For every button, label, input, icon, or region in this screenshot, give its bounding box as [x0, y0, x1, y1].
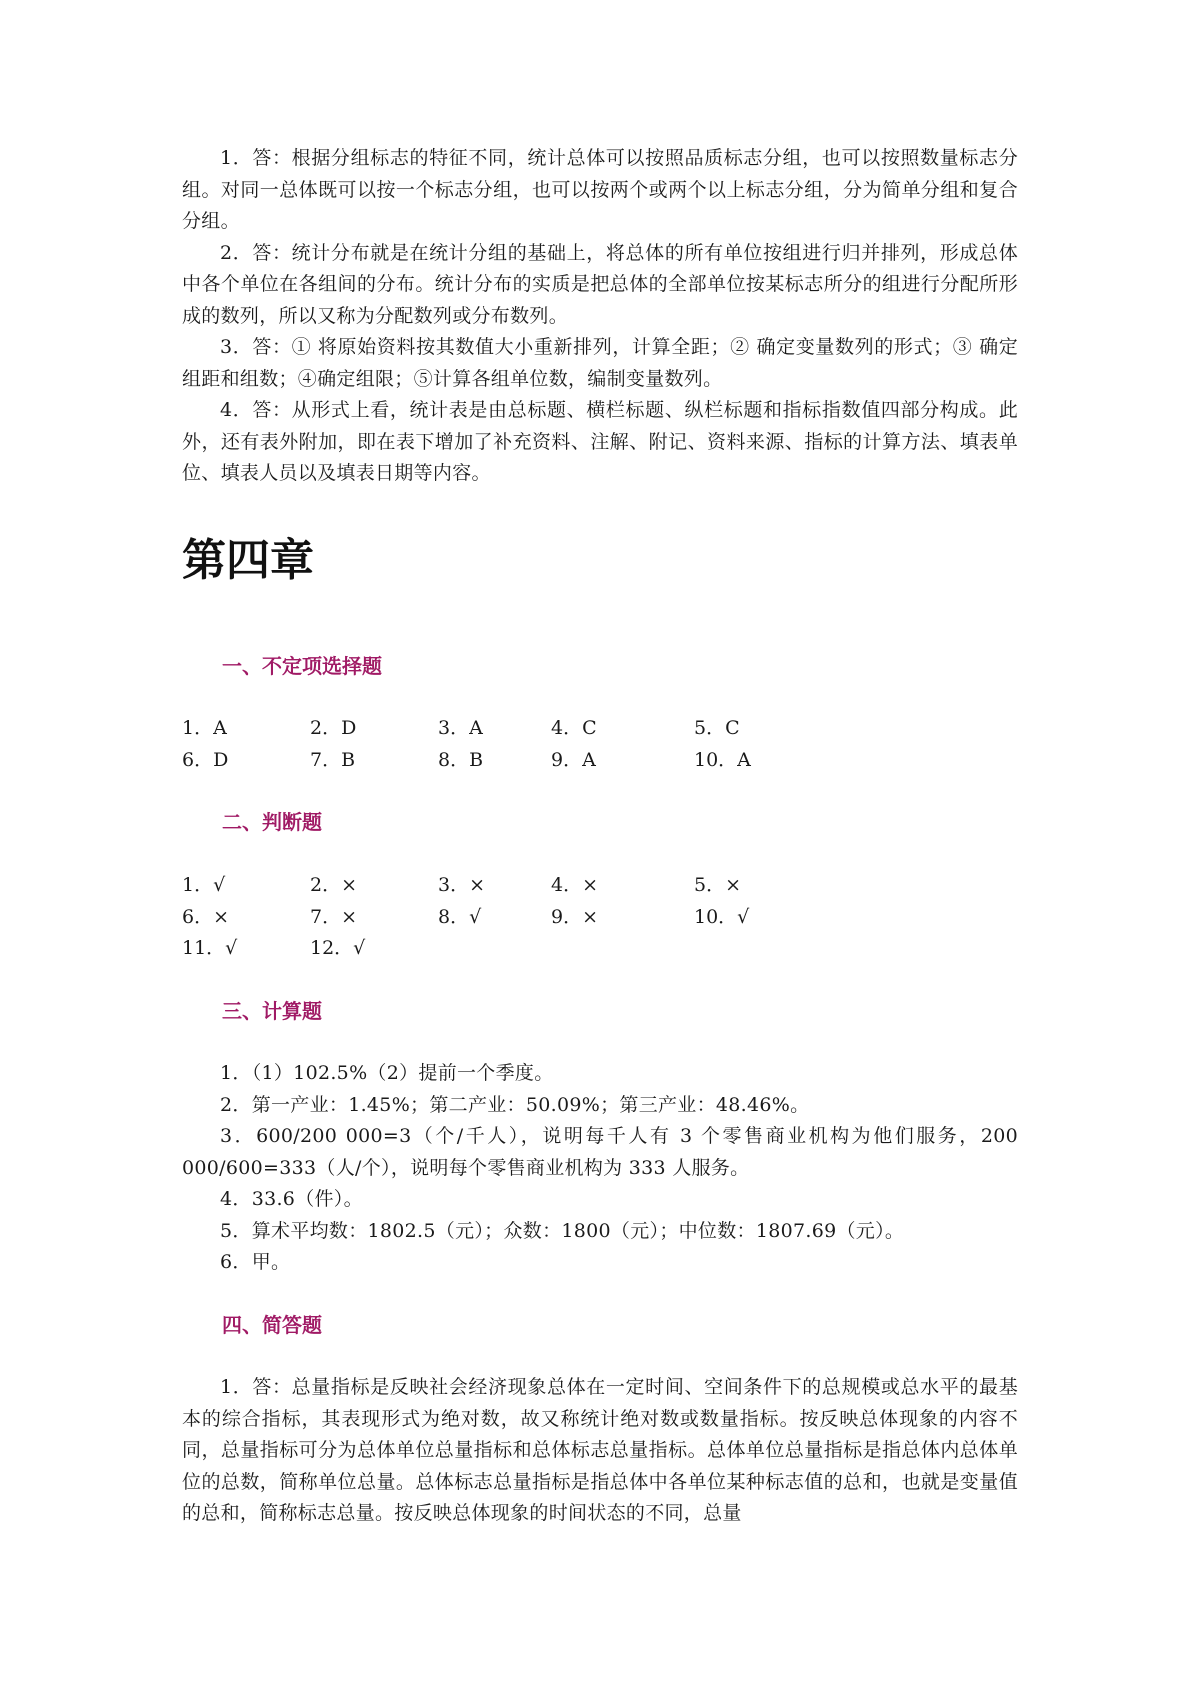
chapter-title: 第四章: [182, 535, 314, 586]
answer-item: 5．×: [694, 874, 742, 896]
answer-item: 6．D: [182, 748, 229, 771]
answer-item: 3．×: [438, 874, 486, 896]
judge-answers: [182, 870, 1018, 965]
answer-item: 2．D: [310, 717, 357, 739]
answer-paragraph: 4．答：从形式上看，统计表是由总标题、横栏标题、纵栏标题和指标指数值四部分构成。此外，还有表外附加，即在表下增加了补充资料、注解、附记、资料来源、指标的计算方法、填表单位、填表人员以及填表日期等内容。: [182, 399, 1018, 484]
answer-item: 1．√: [182, 874, 226, 896]
section-heading-choice: 一、不定项选择题: [222, 654, 382, 678]
answer-item: 7．B: [310, 748, 356, 771]
short-answers: [182, 1372, 1018, 1530]
answer-row: [182, 745, 1018, 777]
answer-row: [182, 870, 1018, 902]
answer-item: 11．√: [182, 937, 238, 959]
answer-item: 5．C: [694, 717, 740, 739]
section-heading-judge: 二、判断题: [222, 810, 322, 834]
calc-item: 5．算术平均数：1802.5（元）；众数：1800（元）；中位数：1807.69（元）。: [220, 1219, 905, 1242]
answer-row: [182, 933, 1018, 965]
calc-item: 3．600/200 000=3（个/千人），说明每千人有 3 个零售商业机构为他们服务，200 000/600=333（人/个），说明每个零售商业机构为 333 人服务。: [182, 1125, 1018, 1179]
calc-answers: [182, 1058, 1018, 1279]
calc-item: 2．第一产业：1.45%；第二产业：50.09%；第三产业：48.46%。: [220, 1093, 810, 1116]
chapter3-answers: [182, 143, 1018, 490]
answer-item: 3．A: [438, 717, 483, 739]
answer-paragraph: 3．答：① 将原始资料按其数值大小重新排列，计算全距；② 确定变量数列的形式；③ 确定组距和组数；④确定组限；⑤计算各组单位数，编制变量数列。: [182, 336, 1018, 390]
answer-item: 8．B: [438, 748, 484, 771]
answer-item: 10．A: [694, 748, 751, 771]
answer-item: 6．×: [182, 905, 230, 928]
answer-item: 9．A: [551, 748, 596, 771]
answer-row: [182, 713, 1018, 745]
answer-item: 2．×: [310, 874, 358, 896]
calc-item: 6．甲。: [220, 1251, 291, 1273]
answer-paragraph: 1．答：根据分组标志的特征不同，统计总体可以按照品质标志分组，也可以按照数量标志分组。对同一总体既可以按一个标志分组，也可以按两个或两个以上标志分组，分为简单分组和复合分组。: [182, 147, 1018, 232]
answer-item: 8．√: [438, 905, 482, 928]
answer-item: 4．C: [551, 717, 597, 739]
section-heading-calc: 三、计算题: [222, 999, 322, 1023]
answer-row: [182, 902, 1018, 934]
calc-item: 4．33.6（件）。: [220, 1188, 363, 1210]
answer-paragraph: 2．答：统计分布就是在统计分组的基础上，将总体的所有单位按组进行归并排列，形成总体中各个单位在各组间的分布。统计分布的实质是把总体的全部单位按某标志所分的组进行分配所形成的数列，所以又称为分配数列或分布数列。: [182, 241, 1018, 327]
answer-item: 12．√: [310, 937, 366, 959]
answer-item: 9．×: [551, 905, 599, 928]
calc-item: 1．（1）102.5%（2）提前一个季度。: [220, 1062, 554, 1084]
short-answer-item: 1．答：总量指标是反映社会经济现象总体在一定时间、空间条件下的总规模或总水平的最基本的综合指标，其表现形式为绝对数，故又称统计绝对数或数量指标。按反映总体现象的内容不同，总量指标可分为总体单位总量指标和总体标志总量指标。总体单位总量指标是指总体内总体单位的总数，简称单位总量。总体标志总量指标是指总体中各单位某种标志值的总和，也就是变量值的总和，简称标志总量。按反映总体现象的时间状态的不同，总量: [182, 1376, 1018, 1524]
answer-item: 1．A: [182, 717, 227, 739]
answer-item: 7．×: [310, 905, 358, 928]
answer-item: 4．×: [551, 874, 599, 896]
answer-item: 10．√: [694, 905, 750, 928]
section-heading-short: 四、简答题: [222, 1313, 322, 1337]
choice-answers: [182, 713, 1018, 776]
